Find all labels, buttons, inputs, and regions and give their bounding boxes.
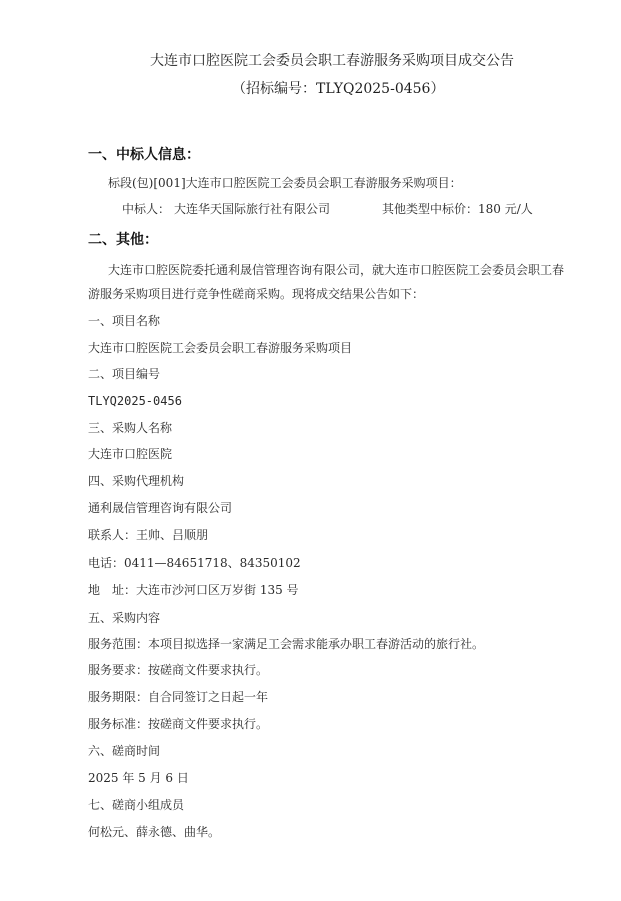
section-other-heading: 二、其他： [88,232,158,248]
announcement-title: 大连市口腔医院工会委员会职工春游服务采购项目成交公告 [150,53,514,69]
winning-price: 其他类型中标价：180 元/人 [382,202,533,216]
item-panel-members-title: 七、磋商小组成员 [88,798,185,812]
item-content-scope: 服务范围：本项目拟选择一家满足工会需求能承办职工春游活动的旅行社。 [88,637,485,651]
item-agency-name: 通利晟信管理咨询有限公司 [88,501,233,515]
section-winner-heading: 一、中标人信息： [88,147,200,163]
item-project-name-value: 大连市口腔医院工会委员会职工春游服务采购项目 [88,341,353,355]
winner-name: 大连华天国际旅行社有限公司 [174,202,331,216]
item-project-number-title: 二、项目编号 [88,367,161,381]
item-agency-address: 地 址：大连市沙河口区万岁街 135 号 [88,583,299,597]
item-agency-title: 四、采购代理机构 [88,474,185,488]
item-panel-members-value: 何松元、薛永德、曲华。 [88,825,221,839]
item-content-title: 五、采购内容 [88,611,161,625]
item-negotiation-time-value: 2025 年 5 月 6 日 [88,771,189,785]
item-agency-contact: 联系人：王帅、吕顺朋 [88,528,209,542]
item-content-standard: 服务标准：按磋商文件要求执行。 [88,717,269,731]
lot-line: 标段(包)[001]大连市口腔医院工会委员会职工春游服务采购项目： [108,176,462,190]
item-purchaser-value: 大连市口腔医院 [88,447,173,461]
item-agency-phone: 电话：0411—84651718、84350102 [88,556,301,570]
intro-paragraph-line1: 大连市口腔医院委托通利晟信管理咨询有限公司，就大连市口腔医院工会委员会职工春 [108,263,565,277]
item-project-number-value: TLYQ2025-0456 [88,394,182,408]
item-content-requirement: 服务要求：按磋商文件要求执行。 [88,663,269,677]
item-negotiation-time-title: 六、磋商时间 [88,744,161,758]
item-project-name-title: 一、项目名称 [88,314,161,328]
item-purchaser-title: 三、采购人名称 [88,421,173,435]
bid-number: （招标编号：TLYQ2025-0456） [232,81,445,97]
item-content-period: 服务期限：自合同签订之日起一年 [88,690,269,704]
intro-paragraph-line2: 游服务采购项目进行竞争性磋商采购。现将成交结果公告如下： [88,287,425,301]
winner-label: 中标人： [122,202,171,216]
